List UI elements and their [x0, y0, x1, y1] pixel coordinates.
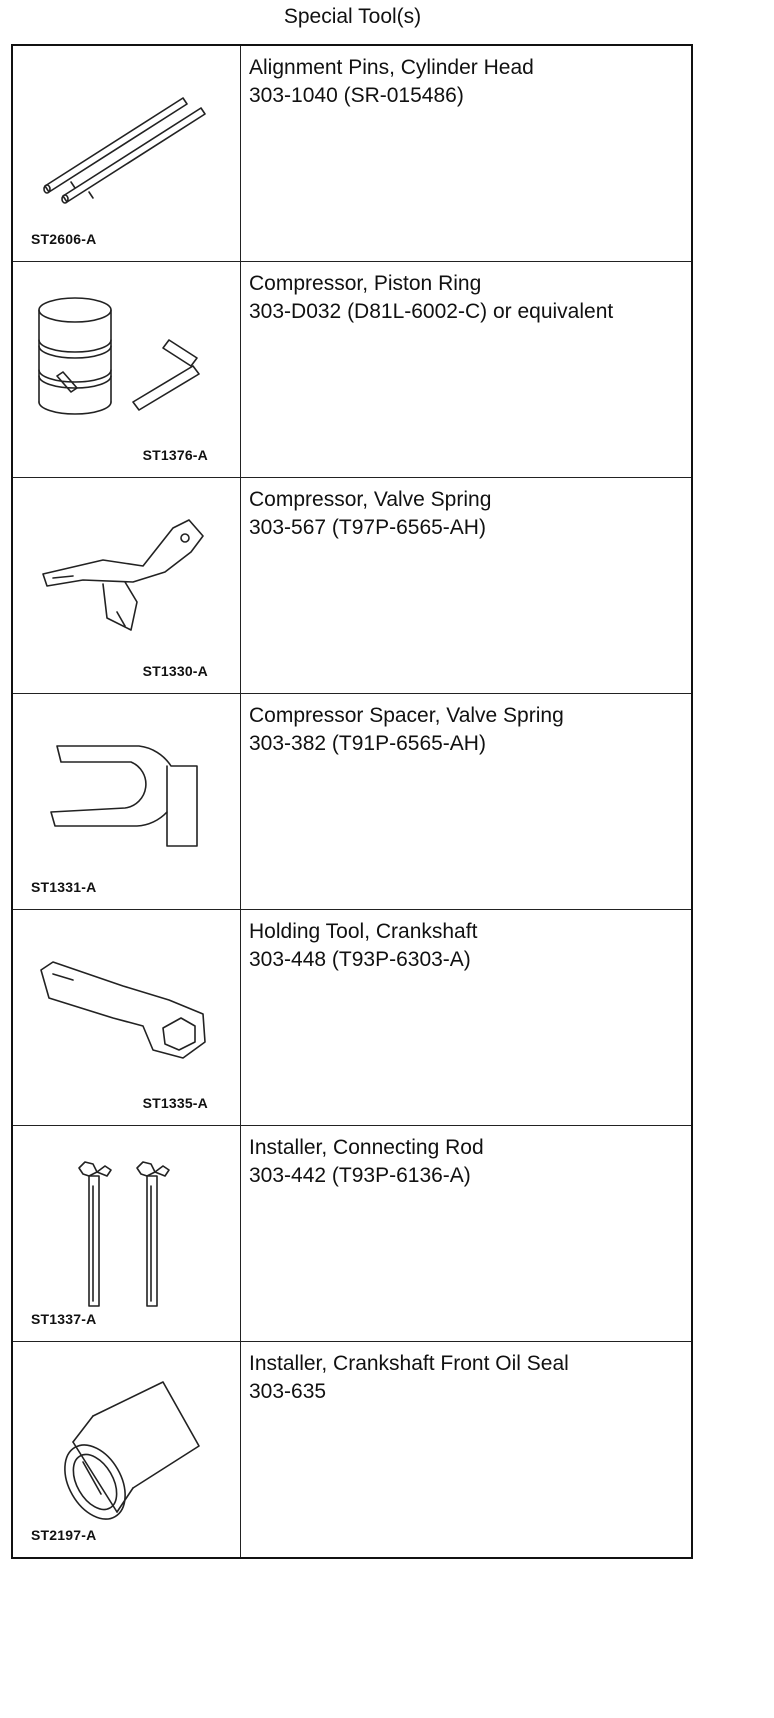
page-title: Special Tool(s)	[283, 5, 422, 28]
tool-description-cell	[241, 478, 693, 694]
tool-name: Alignment Pins, Cylinder Head	[249, 56, 534, 79]
tool-code: ST1330-A	[142, 663, 208, 679]
table-row	[12, 1342, 692, 1559]
tool-code: ST2606-A	[31, 231, 97, 247]
tool-part-number: 303-442 (T93P-6136-A)	[249, 1164, 471, 1187]
tool-description-cell	[241, 1342, 693, 1559]
valve-spring-compressor-icon	[13, 478, 240, 693]
tool-illustration-cell	[12, 478, 241, 694]
tool-illustration-cell	[12, 262, 241, 478]
tool-part-number: 303-448 (T93P-6303-A)	[249, 948, 471, 971]
piston-ring-compressor-icon	[13, 262, 240, 477]
tool-name: Holding Tool, Crankshaft	[249, 920, 478, 943]
tool-description-cell	[241, 262, 693, 478]
special-tools-table	[11, 44, 693, 1559]
tool-name: Compressor Spacer, Valve Spring	[249, 704, 564, 727]
tool-part-number: 303-382 (T91P-6565-AH)	[249, 732, 486, 755]
tool-name: Compressor, Valve Spring	[249, 488, 492, 511]
tool-illustration-cell	[12, 910, 241, 1126]
table-row	[12, 45, 692, 262]
tool-part-number: 303-1040 (SR-015486)	[249, 84, 464, 107]
tool-illustration-cell	[12, 1126, 241, 1342]
crankshaft-holding-tool-icon	[13, 910, 240, 1125]
tool-illustration-cell	[12, 1342, 241, 1559]
tool-part-number: 303-635	[249, 1380, 327, 1403]
table-row	[12, 1126, 692, 1342]
connecting-rod-installer-icon	[13, 1126, 240, 1341]
tool-description-cell	[241, 694, 693, 910]
oil-seal-installer-icon	[13, 1342, 240, 1557]
tool-code: ST1337-A	[31, 1311, 97, 1327]
tool-name: Compressor, Piston Ring	[249, 272, 482, 295]
tool-description-cell	[241, 1126, 693, 1342]
tool-code: ST1331-A	[31, 879, 97, 895]
table-row	[12, 478, 692, 694]
tool-illustration-cell	[12, 694, 241, 910]
tool-code: ST1376-A	[142, 447, 208, 463]
tool-name: Installer, Crankshaft Front Oil Seal	[249, 1352, 569, 1375]
alignment-pins-icon	[13, 46, 240, 261]
tool-name: Installer, Connecting Rod	[249, 1136, 484, 1159]
tool-code: ST1335-A	[142, 1095, 208, 1111]
table-row	[12, 262, 692, 478]
tool-code: ST2197-A	[31, 1527, 97, 1543]
compressor-spacer-icon	[13, 694, 240, 909]
tool-description-cell	[241, 45, 693, 262]
tool-part-number: 303-567 (T97P-6565-AH)	[249, 516, 486, 539]
tool-part-number: 303-D032 (D81L-6002-C) or equivalent	[249, 300, 614, 323]
table-row	[12, 910, 692, 1126]
tool-illustration-cell	[12, 45, 241, 262]
table-row	[12, 694, 692, 910]
tool-description-cell	[241, 910, 693, 1126]
